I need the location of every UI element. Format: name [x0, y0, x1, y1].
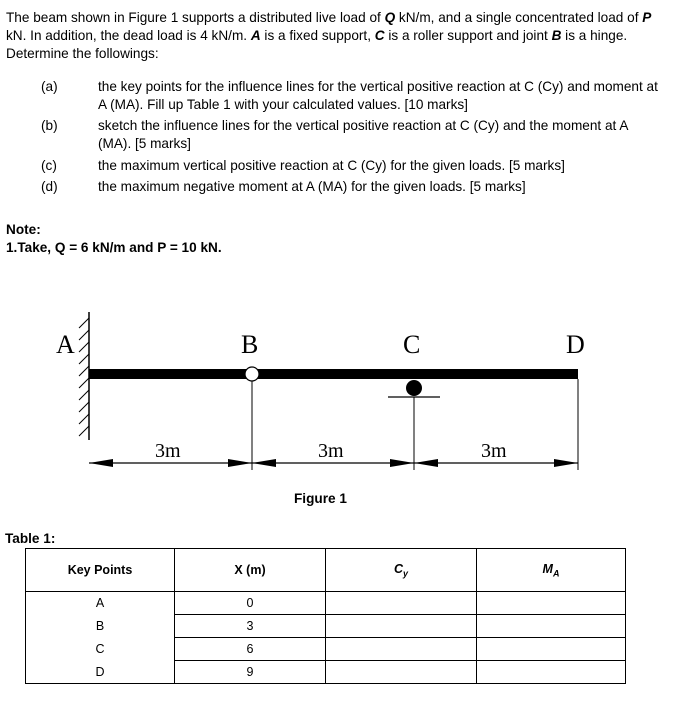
intro-text-2: kN/m, and a single concentrated load of — [395, 10, 643, 25]
label-d: D — [566, 330, 585, 359]
label-c: C — [403, 330, 421, 359]
cell-key: B — [26, 615, 175, 638]
table-caption: Table 1: — [5, 531, 56, 546]
note-block — [6, 221, 222, 257]
table-row — [26, 638, 626, 661]
cell-ma[interactable] — [477, 638, 626, 661]
influence-table — [25, 548, 626, 684]
figure-caption: Figure 1 — [294, 491, 347, 506]
label-a: A — [56, 330, 75, 359]
span-label-ab: 3m — [155, 440, 181, 462]
header-cy: $C_y$ — [326, 549, 477, 592]
p-symbol: P — [642, 10, 652, 25]
item-text: sketch the influence lines for the vertical positive reaction at C (Cy) and the moment at A (MA). [5 marks] — [98, 118, 628, 151]
item-text: the maximum negative moment at A (MA) for the given loads. [5 marks] — [98, 179, 526, 194]
intro-text-3: kN. In addition, the dead load is 4 kN/m. — [6, 28, 251, 43]
c-symbol: C — [374, 28, 385, 43]
table-row — [26, 592, 626, 615]
question-item-b — [41, 117, 661, 157]
intro-text-4: is a fixed support, — [260, 28, 375, 43]
cell-x: 6 — [175, 638, 326, 661]
cell-ma[interactable] — [477, 661, 626, 684]
intro-text-1: The beam shown in Figure 1 supports a distributed live load of — [6, 10, 385, 25]
table-row — [26, 615, 626, 638]
b-symbol: B — [551, 28, 562, 43]
span-label-bc: 3m — [318, 440, 344, 462]
header-ma: $M_A$ — [477, 549, 626, 592]
hinge-b — [245, 367, 259, 381]
note-title: Note: — [6, 222, 41, 237]
cell-ma[interactable] — [477, 592, 626, 615]
header-key-points: Key Points — [26, 549, 175, 592]
table-header-row — [26, 549, 626, 592]
intro-text-5: is a roller support and joint — [384, 28, 552, 43]
item-text: the maximum vertical positive reaction at C (Cy) for the given loads. [5 marks] — [98, 158, 565, 173]
beam-figure — [0, 300, 675, 490]
cell-key: A — [26, 592, 175, 615]
a-symbol: A — [250, 28, 261, 43]
question-item-a — [41, 78, 661, 118]
cell-cy[interactable] — [326, 661, 477, 684]
roller-c — [406, 380, 422, 396]
problem-statement — [6, 9, 666, 63]
item-label: (b) — [41, 118, 58, 133]
cell-key: C — [26, 638, 175, 661]
question-item-c — [41, 157, 661, 177]
question-item-d — [41, 178, 661, 198]
cell-cy[interactable] — [326, 615, 477, 638]
item-text: the key points for the influence lines for the vertical positive reaction at C (Cy) and moment at A (MA). Fill up Table 1 with your calculated values. [10 marks] — [98, 79, 658, 112]
cell-cy[interactable] — [326, 592, 477, 615]
label-b: B — [241, 330, 259, 359]
item-label: (a) — [41, 79, 58, 94]
cell-x: 3 — [175, 615, 326, 638]
header-x: X (m) — [175, 549, 326, 592]
cell-key: D — [26, 661, 175, 684]
beam — [89, 369, 578, 379]
table-row — [26, 661, 626, 684]
item-label: (c) — [41, 158, 57, 173]
cell-cy[interactable] — [326, 638, 477, 661]
q-symbol: Q — [384, 10, 396, 25]
intro-text-6: is a hinge. Determine the followings: — [6, 28, 628, 61]
cell-x: 9 — [175, 661, 326, 684]
cell-x: 0 — [175, 592, 326, 615]
note-line: 1.Take, Q = 6 kN/m and P = 10 kN. — [6, 240, 222, 255]
item-label: (d) — [41, 179, 58, 194]
cell-ma[interactable] — [477, 615, 626, 638]
wall-hatch — [79, 318, 89, 436]
span-label-cd: 3m — [481, 440, 507, 462]
